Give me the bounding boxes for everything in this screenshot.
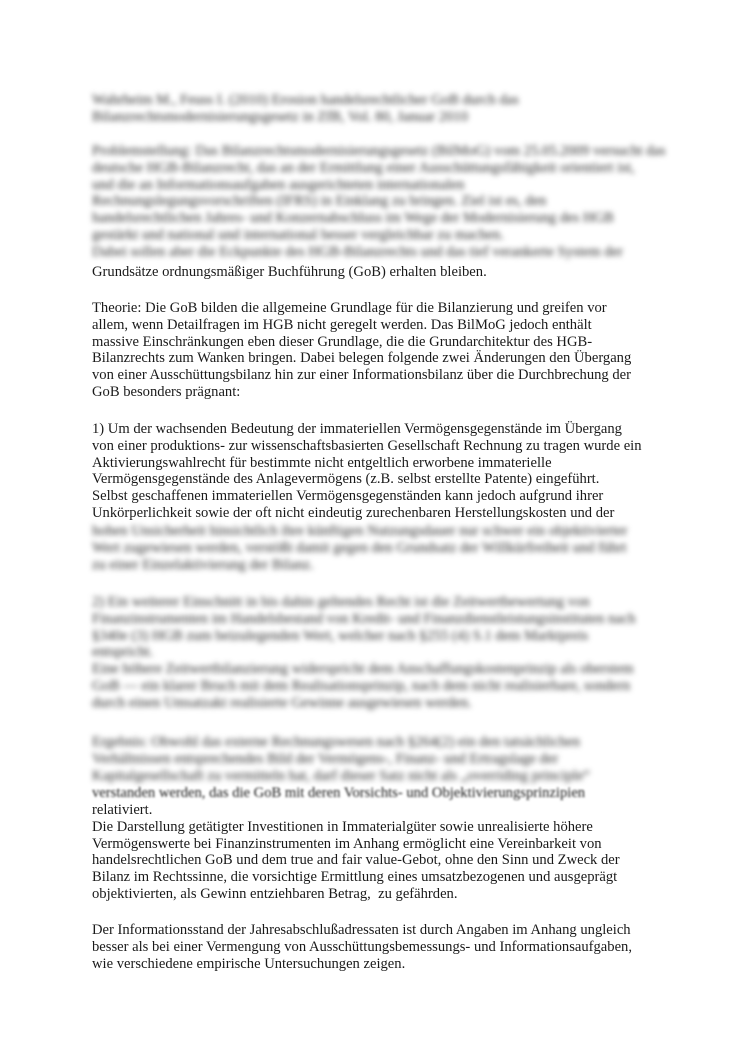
result-blurred: Ergebnis: Obwohl das externe Rechnungswesen nach §264(2) ein den tatsächlichen Verhältnissen entsprechendes Bild der Vermögens-, Finanz- und Ertragslage der Kapitalgesellschaft zu vermitteln hat, darf dieser Satz nicht als „overriding principle“ (92, 734, 591, 784)
citation-blurred: Wahrheim M., Feuss I. (2010) Erosion handelsrechtlicher GoB durch das Bilanzrechtsmodernisierungsgesetz in ZfB, Vol. 80, Januar 2010 (92, 92, 519, 125)
result-partially-visible: verstanden werden, das die GoB mit deren Vorsichts- und Objektivierungsprinzipien (92, 785, 586, 801)
problem-statement-visible: Grundsätze ordnungsmäßiger Buchführung (GoB) erhalten bleiben. (92, 264, 487, 280)
result-visible: relativiert. Die Darstellung getätigter Investitionen in Immaterialgüter sowie unrealisierte höhere Vermögenswerte bei Finanzinstrumenten im Anhang ermöglicht eine Vereinbarkeit von handelsrechtlichen GoB und dem true and fair value-Gebot, ohne den Sinn und Zweck der Bilanz im Rechtssinne, die vorsichtige Ermittlung eines umsatzbezogenen und ausgeprägt objektivierten, als Gewinn entziehbaren Betrag, zu gefährden. (92, 802, 620, 902)
point-1-visible: 1) Um der wachsenden Bedeutung der immateriellen Vermögensgegenstände im Übergang von einer produktions- zur wissenschaftsbasierten Gesellschaft Rechnung zu tragen wurde ein Aktivierungswahlrecht für bestimmte nicht entgeltlich erworbene immaterielle Vermögensgegenstände des Anlagevermögens (z.B. selbst erstellte Patente) eingeführt. Selbst geschaffenen immateriellen Vermögensgegenständen kann jedoch aufgrund ihrer Unkörperlichkeit sowie der oft nicht eindeutig zurechenbaren Herstellungskosten und der (92, 421, 642, 521)
problem-statement-blurred: Problemstellung: Das Bilanzrechtsmodernisierungsgesetz (BilMoG) vom 25.05.2009 versucht das deutsche HGB-Bilanzrecht, das an der Ermittlung einer Ausschüttungsfähigkeit orientiert ist, und die an Informationsaufgaben ausgerichteten internationalen Rechnungslegungsvorschriften (IFRS) in Einklang zu bringen. Ziel ist es, den handelsrechtlichen Jahres- und Konzernabschluss im Wege der Modernisierung des HGB gestärkt und national und international besser vergleichbar zu machen. Dabei sollen aber die Eckpunkte des HGB-Bilanzrechts und das tief verankerte System der (92, 143, 666, 260)
point-2-blurred: 2) Ein weiterer Einschnitt in bis dahin geltendes Recht ist die Zeitwertbewertung von Finanzinstrumenten im Handelsbestand von Kredit- und Finanzdienstleistungsinstituten nach §340e (3) HGB zum beizulegenden Wert, welcher nach §255 (4) S.1 dem Marktpreis entspricht. Eine höhere Zeitwertbilanzierung widerspricht dem Anschaffungskostenprinzip als oberstem GoB — ein klarer Bruch mit dem Realisationsprinzip, nach dem nicht realisierbare, sondern durch einen Umsatzakt realisierte Gewinne ausgewiesen werden. (92, 594, 636, 711)
point-1-blurred: hohen Unsicherheit hinsichtlich ihre künftigen Nutzungsdauer nur schwer ein objektivierter Wert zugewiesen werden, verstößt damit gegen den Grundsatz der Willkürfreiheit und führt zu einer Einzelaktivierung der Bilanz. (92, 523, 628, 573)
conclusion-paragraph: Der Informationsstand der Jahresabschlußadressaten ist durch Angaben im Anhang ungleich besser als bei einer Vermengung von Ausschüttungsbemessungs- und Informationsaufgaben, wie verschiedene empirische Untersuchungen zeigen. (92, 922, 632, 972)
theory-paragraph: Theorie: Die GoB bilden die allgemeine Grundlage für die Bilanzierung und greifen vor allem, wenn Detailfragen im HGB nicht geregelt werden. Das BilMoG jedoch enthält massive Einschränkungen eben dieser Grundlage, die die Grundarchitektur des HGB- Bilanzrechts zum Wanken bringen. Dabei belegen folgende zwei Änderungen den Übergang von einer Ausschüttungsbilanz hin zur einer Informationsbilanz über die Durchbrechung der GoB besonders prägnant: (92, 300, 632, 400)
